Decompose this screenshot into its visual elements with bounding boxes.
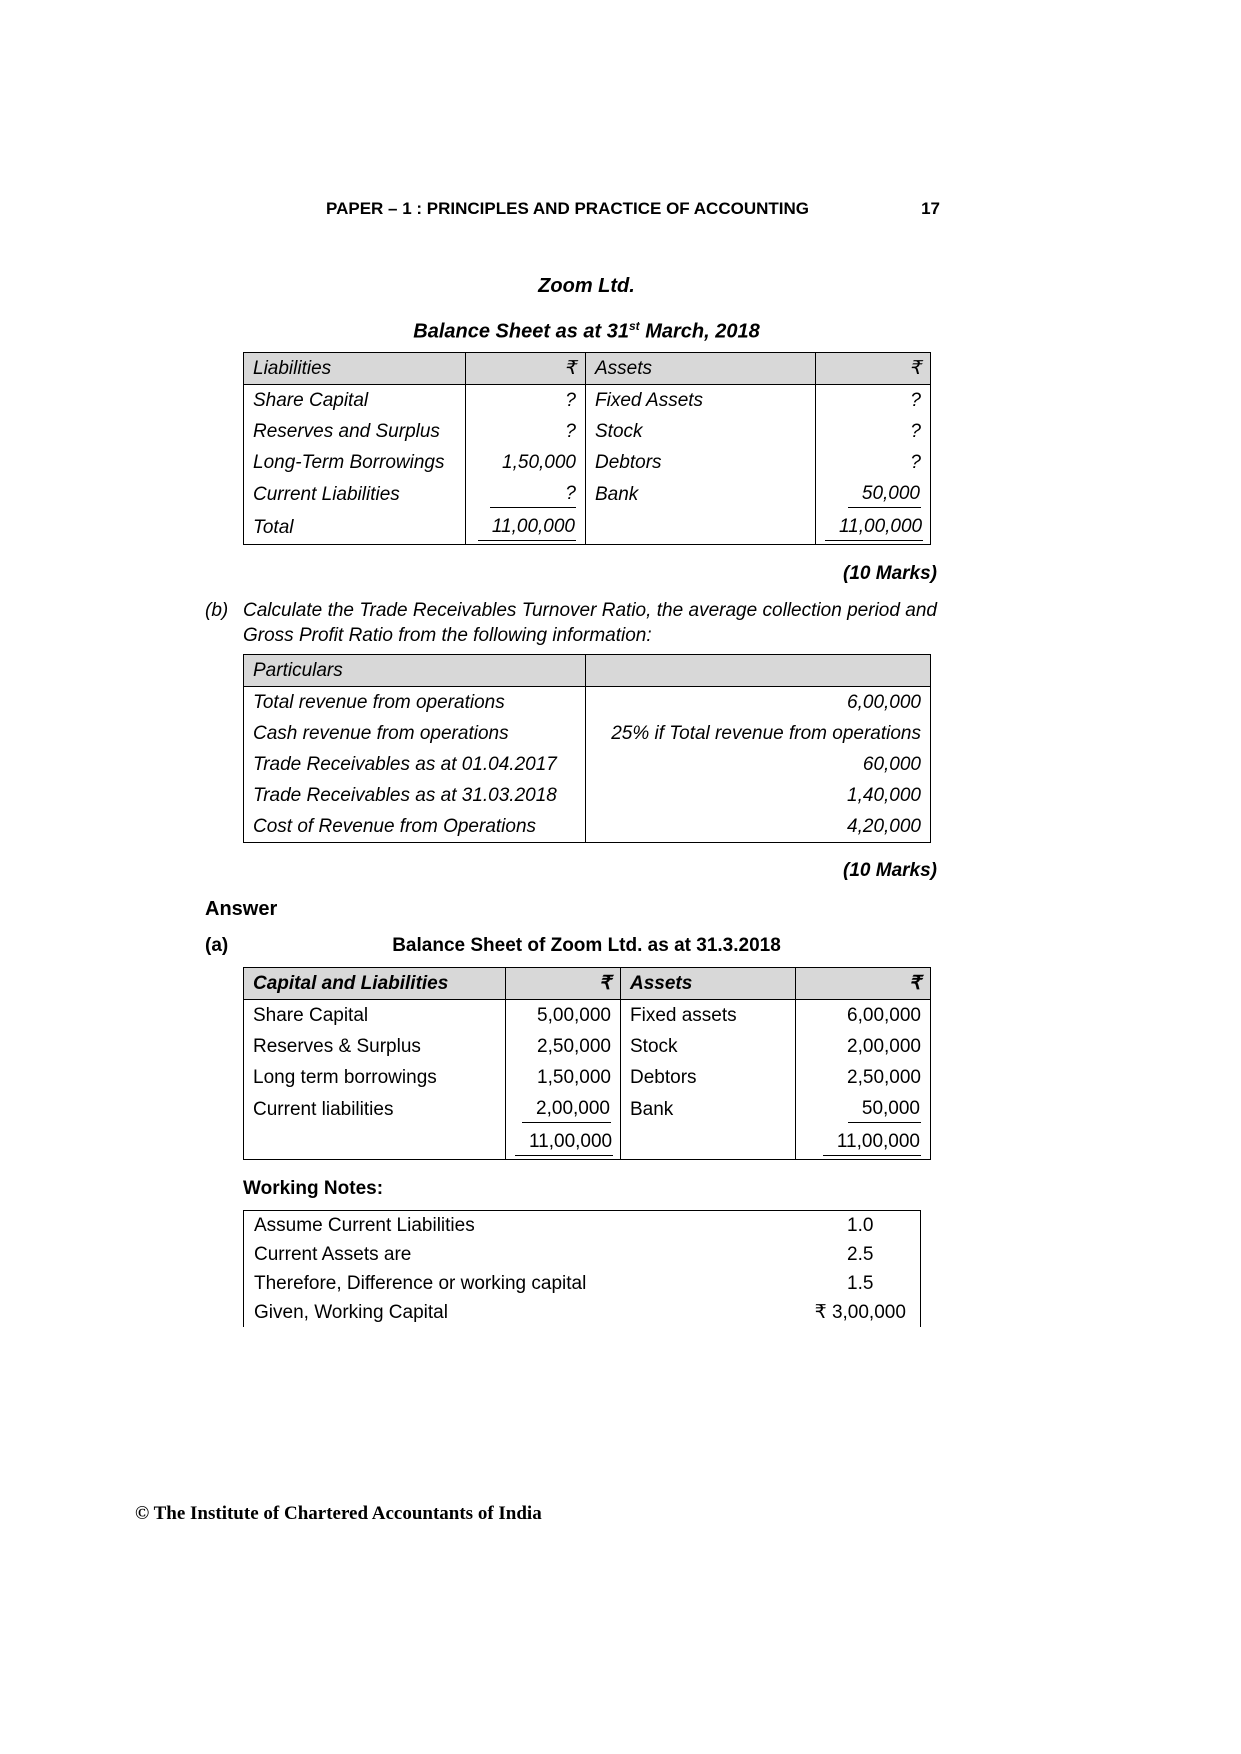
table-row <box>244 447 931 478</box>
column-header-assets: Assets <box>586 352 816 384</box>
part-b-text: Calculate the Trade Receivables Turnover Ratio, the average collection period and Gross Profit Ratio from the following information: <box>243 599 937 646</box>
table-row <box>244 1210 921 1240</box>
table-row <box>244 384 931 416</box>
row-label: Long-Term Borrowings <box>244 447 466 478</box>
question-part-b <box>205 598 937 648</box>
column-header-rupee: ₹ <box>466 352 586 384</box>
row-amount <box>796 1093 931 1126</box>
part-a-label: (a) <box>205 934 229 956</box>
row-value: 4,20,000 <box>586 811 931 843</box>
column-header-rupee: ₹ <box>506 967 621 999</box>
marks-part-b: (10 Marks) <box>843 859 937 881</box>
column-header-liabilities: Liabilities <box>244 352 466 384</box>
row-label: Bank <box>621 1093 796 1126</box>
row-amount <box>506 1126 621 1160</box>
row-label: Total <box>244 511 466 545</box>
column-header-empty <box>586 654 931 686</box>
row-amount: ? <box>466 384 586 416</box>
row-label: Cost of Revenue from Operations <box>244 811 586 843</box>
row-label: Current Assets are <box>254 1243 412 1265</box>
part-b-label: (b) <box>205 599 229 621</box>
page-number: 17 <box>921 199 940 218</box>
row-label: Stock <box>586 416 816 447</box>
row-value: 1.0 <box>847 1214 874 1236</box>
table-row <box>244 999 931 1031</box>
underlined-amount: 50,000 <box>848 1096 921 1123</box>
row-label <box>586 511 816 545</box>
row-amount <box>816 478 931 511</box>
row-value: 2.5 <box>847 1243 874 1265</box>
page-header <box>135 198 940 222</box>
working-notes-table <box>243 1210 921 1327</box>
table-row <box>244 1031 931 1062</box>
row-value: ₹ 3,00,000 <box>814 1301 906 1323</box>
row-amount: 2,00,000 <box>796 1031 931 1062</box>
table-header-row <box>244 967 931 999</box>
row-amount: 2,50,000 <box>796 1062 931 1093</box>
balance-sheet-title <box>243 314 930 344</box>
row-value: 1.5 <box>847 1272 874 1294</box>
underlined-amount: ? <box>490 481 576 508</box>
row-label: Bank <box>586 478 816 511</box>
underlined-amount: 50,000 <box>848 481 921 508</box>
balance-sheet-title-pre: Balance Sheet as at 31 <box>413 320 629 343</box>
underlined-total: 11,00,000 <box>825 514 923 541</box>
table-row <box>244 718 931 749</box>
row-amount <box>506 1093 621 1126</box>
row-amount: ? <box>816 416 931 447</box>
table-row <box>244 1240 921 1269</box>
balance-sheet-title-post: March, 2018 <box>639 320 760 343</box>
table-header-row <box>244 352 931 384</box>
row-value: 25% if Total revenue from operations <box>586 718 931 749</box>
row-label: Share Capital <box>244 999 506 1031</box>
table-row <box>244 478 931 511</box>
table-row <box>244 780 931 811</box>
row-label: Reserves & Surplus <box>244 1031 506 1062</box>
row-amount <box>466 478 586 511</box>
row-label: Long term borrowings <box>244 1062 506 1093</box>
row-label: Assume Current Liabilities <box>254 1214 475 1236</box>
row-amount: 1,50,000 <box>506 1062 621 1093</box>
row-label: Current liabilities <box>244 1093 506 1126</box>
table-total-row <box>244 1126 931 1160</box>
row-value: 1,40,000 <box>586 780 931 811</box>
column-header-capital-liabilities: Capital and Liabilities <box>244 967 506 999</box>
row-label: Trade Receivables as at 01.04.2017 <box>244 749 586 780</box>
working-notes-title: Working Notes: <box>243 1177 384 1199</box>
marks-part-a: (10 Marks) <box>843 562 937 584</box>
table-row <box>244 811 931 843</box>
row-value: 60,000 <box>586 749 931 780</box>
table-row <box>244 416 931 447</box>
column-header-rupee: ₹ <box>796 967 931 999</box>
row-label: Current Liabilities <box>244 478 466 511</box>
underlined-total: 11,00,000 <box>823 1129 921 1156</box>
row-label: Debtors <box>621 1062 796 1093</box>
row-label: Given, Working Capital <box>254 1301 448 1323</box>
particulars-table <box>243 654 931 843</box>
underlined-total: 11,00,000 <box>515 1129 613 1156</box>
table-row <box>244 1093 931 1126</box>
row-amount: ? <box>466 416 586 447</box>
row-label: Fixed assets <box>621 999 796 1031</box>
row-label: Stock <box>621 1031 796 1062</box>
row-amount: 6,00,000 <box>796 999 931 1031</box>
ordinal-superscript: st <box>628 319 640 333</box>
table-row <box>244 1298 921 1327</box>
row-amount <box>816 511 931 545</box>
row-amount: 2,50,000 <box>506 1031 621 1062</box>
answer-balance-sheet-table <box>243 967 931 1160</box>
row-amount <box>466 511 586 545</box>
row-label <box>621 1126 796 1160</box>
header-title: PAPER – 1 : PRINCIPLES AND PRACTICE OF ACCOUNTING <box>326 199 809 218</box>
question-balance-sheet-table <box>243 352 931 545</box>
column-header-particulars: Particulars <box>244 654 586 686</box>
column-header-assets: Assets <box>621 967 796 999</box>
row-label: Reserves and Surplus <box>244 416 466 447</box>
table-row <box>244 686 931 718</box>
table-header-row <box>244 654 931 686</box>
row-amount: 5,00,000 <box>506 999 621 1031</box>
row-label: Trade Receivables as at 31.03.2018 <box>244 780 586 811</box>
row-amount: ? <box>816 447 931 478</box>
underlined-total: 11,00,000 <box>478 514 576 541</box>
row-label <box>244 1126 506 1160</box>
page-content <box>0 220 1241 1327</box>
underlined-amount: 2,00,000 <box>522 1096 611 1123</box>
row-amount <box>796 1126 931 1160</box>
row-label: Share Capital <box>244 384 466 416</box>
table-row <box>244 1269 921 1298</box>
page-footer: © The Institute of Chartered Accountants of India <box>135 1503 542 1524</box>
table-row <box>244 1062 931 1093</box>
row-amount: 1,50,000 <box>466 447 586 478</box>
table-row <box>244 749 931 780</box>
row-label: Therefore, Difference or working capital <box>254 1272 587 1294</box>
row-value: 6,00,000 <box>586 686 931 718</box>
row-label: Fixed Assets <box>586 384 816 416</box>
row-label: Total revenue from operations <box>244 686 586 718</box>
company-title: Zoom Ltd. <box>538 275 635 297</box>
answer-heading: Answer <box>205 897 278 920</box>
answer-table-title: Balance Sheet of Zoom Ltd. as at 31.3.2018 <box>392 934 781 956</box>
row-amount: ? <box>816 384 931 416</box>
column-header-rupee: ₹ <box>816 352 931 384</box>
answer-part-a <box>205 933 930 959</box>
row-label: Debtors <box>586 447 816 478</box>
table-total-row <box>244 511 931 545</box>
row-label: Cash revenue from operations <box>244 718 586 749</box>
